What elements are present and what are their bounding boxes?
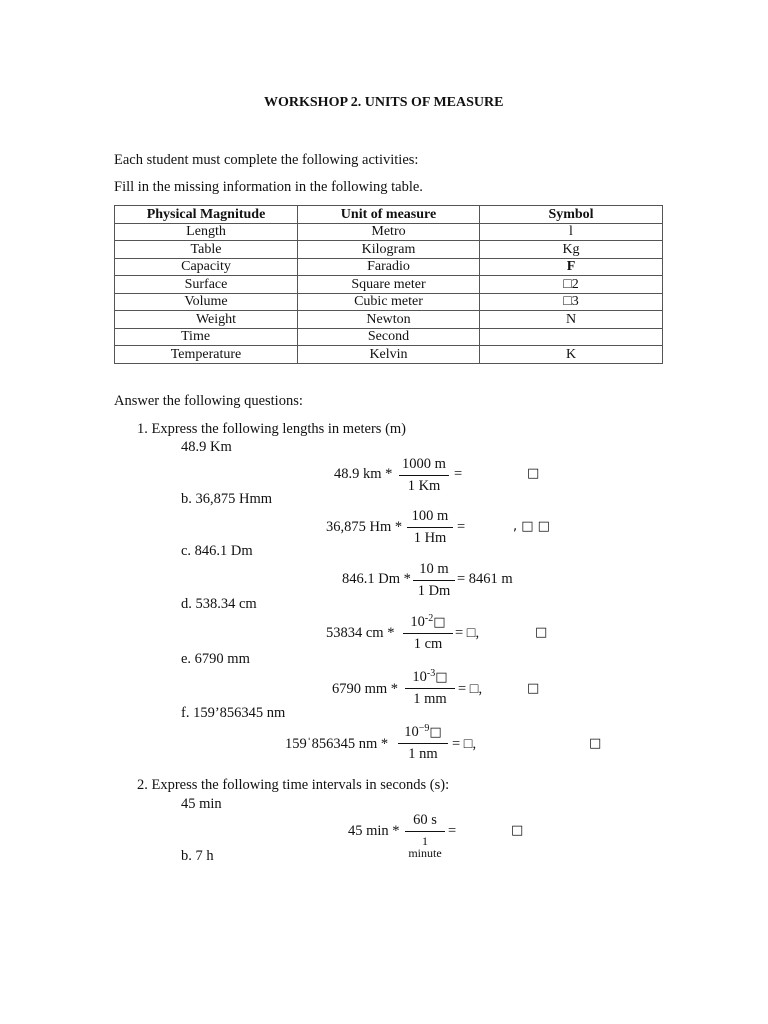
item-1a-label: 48.9 Km [181,439,232,455]
conversion-1b-fraction [407,509,453,545]
conversion-1c-fraction [413,562,455,598]
unit-cell: Kelvin [298,346,480,364]
question-2-label: 2. Express the following time intervals in seconds (s): [137,777,450,793]
answer-placeholder: □ [535,625,548,640]
table-row [115,258,663,276]
conversion-1a-left: 48.9 km * [334,466,393,482]
symbol-cell [480,328,663,346]
table-row [115,311,663,329]
units-table [114,205,663,364]
header-symbol: Symbol [480,206,663,224]
symbol-cell: □2 [480,276,663,294]
item-1b-label: b. 36,875 Hmm [181,491,273,507]
conversion-2a-fraction [405,813,445,859]
magnitude-cell: Temperature [115,346,298,364]
magnitude-cell: Volume [115,293,298,311]
symbol-cell: K [480,346,663,364]
magnitude-cell: Weight [115,311,298,329]
unit-cell: Kilogram [298,241,480,259]
conversion-1c-left: 846.1 Dm * [342,571,411,587]
item-2a-label: 45 min [181,796,222,812]
header-physical-magnitude: Physical Magnitude [115,206,298,224]
unit-placeholder: □ [429,725,442,740]
fraction-numerator [403,614,453,633]
fraction-numerator: 1000 m [402,456,446,472]
answer-placeholder: □ [589,736,602,751]
conversion-1d-left: 53834 cm * [326,625,395,641]
unit-cell: Cubic meter [298,293,480,311]
conversion-1d-fraction [403,614,453,651]
header-unit-of-measure: Unit of measure [298,206,480,224]
answer-placeholder: □ [527,466,540,481]
equals-placeholder: = □, [455,625,480,641]
exponent: -2 [424,613,434,624]
answer-placeholder: □ [527,681,540,696]
conversion-2a-left: 45 min * [348,823,400,839]
table-row [115,223,663,241]
fraction-numerator: 100 m [411,508,449,524]
fraction-denominator: 1 minute [408,833,442,860]
conversion-1a-fraction [399,457,449,493]
magnitude-cell: Length [115,223,298,241]
equals-sign: = [448,823,457,839]
unit-cell: Square meter [298,276,480,294]
exponent-base: 10 [410,614,425,630]
item-1c-label: c. 846.1 Dm [181,543,253,559]
unit-cell: Newton [298,311,480,329]
equals-placeholder: = □, [452,736,477,752]
exponent-base: 10 [412,669,427,685]
unit-placeholder: □ [433,615,446,630]
table-instruction: Fill in the missing information in the following table. [114,179,423,195]
item-2b-label: b. 7 h [181,848,214,864]
magnitude-cell: Time [115,328,298,346]
intro-text: Each student must complete the following activities: [114,152,419,168]
table-row [115,293,663,311]
answer-placeholder: □ [511,823,524,838]
table-header-row [115,206,663,224]
equals-sign: = [454,466,463,482]
table-row [115,241,663,259]
conversion-1c-result: = 8461 m [457,571,513,587]
fraction-denominator: 1 Dm [417,582,451,599]
conversion-1e-fraction [405,669,455,706]
answer-intro: Answer the following questions: [114,393,303,409]
equals-sign: = [457,519,466,535]
table-row [115,346,663,364]
fraction-numerator [398,724,448,743]
unit-cell: Second [298,328,480,346]
magnitude-cell: Capacity [115,258,298,276]
fraction-denominator: 1 cm [413,635,443,652]
fraction-denominator: 1 nm [408,745,438,762]
fraction-numerator [405,669,455,688]
unit-cell: Metro [298,223,480,241]
exponent: −9 [418,723,430,734]
equals-placeholder: = □, [458,681,483,697]
exponent: -3 [426,668,436,679]
fraction-numerator: 10 m [419,561,449,577]
conversion-1e-left: 6790 mm * [332,681,399,697]
conversion-1f-fraction [398,724,448,761]
answer-placeholder: , □ □ [513,519,550,534]
unit-cell: Faradio [298,258,480,276]
fraction-denominator: 1 mm [413,690,447,707]
worksheet-title: WORKSHOP 2. UNITS OF MEASURE [264,95,504,110]
symbol-cell: F [480,258,663,276]
symbol-cell: N [480,311,663,329]
item-1e-label: e. 6790 mm [181,651,250,667]
fraction-numerator: 60 s [413,812,437,828]
magnitude-cell: Surface [115,276,298,294]
item-1d-label: d. 538.34 cm [181,596,257,612]
item-1f-label: f. 159’856345 nm [181,705,286,721]
symbol-cell: l [480,223,663,241]
conversion-1f-left: 159ˈ856345 nm * [285,736,389,752]
symbol-cell: □3 [480,293,663,311]
table-row [115,276,663,294]
fraction-denominator: 1 Hm [413,529,447,546]
table-row [115,328,663,346]
magnitude-cell: Table [115,241,298,259]
fraction-denominator: 1 Km [407,477,441,494]
question-1-label: 1. Express the following lengths in meters (m) [137,421,407,437]
conversion-1b-left: 36,875 Hm * [326,519,403,535]
symbol-cell: Kg [480,241,663,259]
exponent-base: 10 [404,724,419,740]
unit-placeholder: □ [435,670,448,685]
